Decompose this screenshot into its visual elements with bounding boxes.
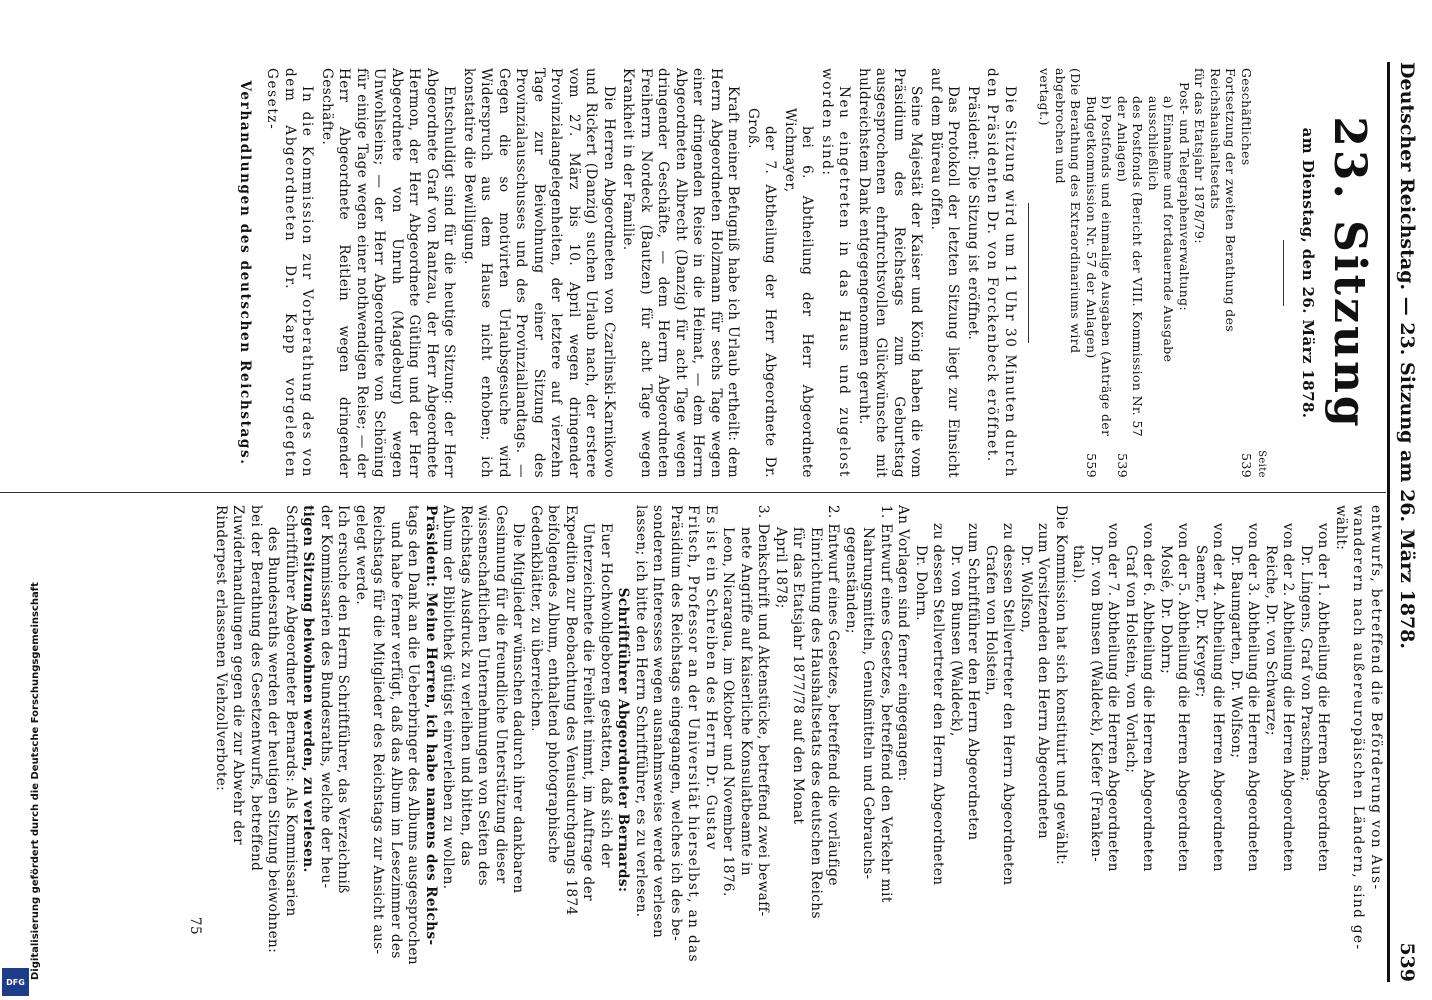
text-line: beifolgendes Album, enthaltend photographische [545, 505, 562, 864]
sheet-number: 75 [187, 916, 204, 935]
paragraph: bei 6. Abtheilung der Herr Abgeordnete Wichmayer, [782, 108, 816, 478]
paragraph: der 7. Abtheilung der Herr Abgeordnete Dr. Groß. [745, 108, 779, 478]
text-line: Zuwiderhandlungen gegen die zur Abwehr der [230, 505, 247, 845]
toc-entry-text: für das Etatsjahr 1878/79: [1192, 68, 1208, 244]
text-line: Dr. von Bunsen (Waldeck), [948, 545, 964, 737]
text-line: Gedenkblätter, zu überreichen. [528, 505, 544, 733]
text-line: Saemer, Dr. Kreyger; [1193, 545, 1209, 698]
table-of-contents [1037, 68, 1270, 478]
toc-entry-page [1053, 444, 1084, 478]
text-line: Album der Bibliothek gütigst einverleiben zu wollen. [440, 505, 457, 890]
toc-entry-page [1177, 444, 1193, 478]
text-line: entwurfs, betreffend die Beförderung von Aus- [1368, 505, 1384, 891]
toc-entry-page: 539 [1239, 453, 1254, 478]
session-title: 23. Sitzung [1324, 116, 1375, 430]
paragraph: Seine Majestät der Kaiser und König haben die vom Präsidium des Reichstags zum Geburtstag ausgesprochenen ehrfurchtsvollen Glückwünsche mit huldreichstem Dank entgegengenommen geruht. [856, 68, 925, 478]
toc-entry-page [1130, 444, 1146, 478]
toc-divider [1028, 203, 1029, 343]
paragraph: In die Kommission zur Vorberathung des von dem Abgeordneten Dr. Kapp vorgelegten Gesetz- [264, 68, 316, 478]
text-line: Dr. von Bunsen (Waldeck), Kiefer (Franken- [1088, 545, 1104, 863]
text-line: Reichstags für die Mitglieder des Reichstags zur Ansicht aus- [370, 505, 387, 955]
text-line: Einrichtung des Haushaltsetats des deutschen Reichs [808, 527, 824, 919]
text-line: An Vorlagen sind ferner eingegangen: [895, 505, 912, 782]
toc-entry [1084, 68, 1100, 478]
text-line: tigen Sitzung beiwohnen werden, zu verlesen. [300, 505, 317, 873]
dfg-logo: DFG [2, 968, 29, 996]
paragraph: Die Sitzung wird um 11 Uhr 30 Minuten durch den Präsidenten Dr. von Forckenbeck eröffnet. [984, 68, 1018, 478]
toc-entry-text: (Die Berathung des Extraordinariums wird abgebrochen und [1053, 68, 1084, 354]
toc-entry-page [1192, 444, 1208, 478]
text-line: 1. Entwurf eines Gesetzes, betreffend den Verkehr mit [878, 505, 894, 903]
text-line: Dr. Baumgarten, Dr. Wolfson; [1228, 545, 1244, 759]
text-line: Reichstags Ausdruck zu verleihen und bitten, das [458, 505, 474, 867]
text-line: von der 3. Abtheilung die Herren Abgeordneten [1245, 523, 1262, 872]
column-divider [0, 492, 1386, 493]
header-rule [1387, 62, 1390, 982]
toc-entry-text: Geschäftliches [1239, 68, 1254, 166]
page-number: 539 [1396, 942, 1418, 982]
footer-title: Verhandlungen des deutschen Reichstags. [237, 80, 253, 466]
text-line: von der 1. Abtheilung die Herren Abgeordneten [1315, 523, 1332, 872]
toc-entry-page: 559 [1084, 453, 1099, 478]
text-line: lassen; ich bitte den Herrn Schriftführer, es zu verlesen. [633, 505, 649, 918]
paragraph: Entschuldigt sind für die heutige Sitzung: der Herr Abgeordnete Graf von Rantzau, der Herr Abgeordnete Hermon, der Herr Abgeordnete Gütling und der Herr Abgeordnete von Unruh (Magdeburg) wegen Unwohlseins; — der Herr Abgeordnete von Schöning für einige Tage wegen einer nothwendigen Reise; — der Herr Abgeordnete Reitlein wegen dringender Geschäfte. [319, 68, 458, 478]
text-line: Nahrungsmitteln, Genußmitteln und Gebrauchs- [860, 527, 877, 880]
paragraph: Neu eingetreten in das Haus und zugelost worden sind: [819, 68, 853, 478]
toc-entry-page [1099, 444, 1115, 478]
toc-entry [1115, 68, 1131, 478]
text-line: 3. Denkschrift und Aktenstücke, betreffend zwei bewaff- [755, 505, 772, 917]
text-line: wanderern nach außereuropäischen Ländern, sind ge- [1350, 505, 1367, 951]
text-line: nete Angriffe auf kaiserliche Konsulatbeamte in [738, 527, 754, 876]
toc-entry-text: Post- und Telegraphenverwaltung: [1177, 82, 1192, 312]
text-line: Moslé, Dr. Dohrn; [1158, 545, 1174, 675]
session-date: am Dienstag, den 26. März 1878. [1299, 127, 1317, 419]
text-line: Die Mitglieder wünschen dadurch ihrer dankbaren [510, 523, 527, 894]
text-line: 2. Entwurf eines Gesetzes, betreffend die vorläufige [825, 505, 842, 886]
text-line: Dr. Lingens, Graf von Praschma; [1298, 545, 1314, 782]
toc-entry-text: Budgetkommission Nr. 57 der Anlagen) [1084, 96, 1099, 359]
text-line: zum Vorsitzenden den Herrn Abgeordneten [1035, 523, 1052, 840]
text-line: von der 6. Abtheilung die Herren Abgeordneten [1140, 523, 1157, 872]
text-line: Dr. Wolfson, [1018, 545, 1034, 634]
text-line: April 1878; [773, 527, 789, 609]
toc-entry-text: vertagt.) [1037, 68, 1053, 126]
text-line: zum Schriftführer den Herrn Abgeordneten [965, 523, 982, 841]
text-line: sonderen Interesses wegen ausnahmsweise werde verlesen [650, 505, 667, 939]
toc-entry [1099, 68, 1115, 478]
text-line: von der 4. Abtheilung die Herren Abgeordneten [1210, 523, 1227, 872]
toc-entry-page [1208, 444, 1239, 478]
paragraph: Präsident: Die Sitzung ist eröffnet. [965, 86, 981, 341]
digitisation-credit: Digitalisierung gefördert durch die Deutsche Forschungsgemeinschaft [30, 582, 41, 980]
text-line: Reiche, Dr. von Schwarze; [1263, 545, 1279, 736]
running-header-title: Deutscher Reichstag. — 23. Sitzung am 26. März 1878. [1396, 62, 1418, 649]
running-header [1384, 62, 1424, 1000]
text-line: gelegt werde. [353, 505, 369, 606]
toc-entry [1053, 68, 1084, 478]
toc-entry-text: der Anlagen) [1115, 96, 1130, 183]
text-line: von der 7. Abtheilung die Herren Abgeordneten [1105, 523, 1122, 872]
text-line: Die Kommission hat sich konstituirt und gewählt: [1053, 505, 1069, 866]
text-line: Fritsch, Professor an der Universität hierselbst, an das [685, 505, 702, 963]
text-line: Ich ersuche den Herrn Schriftführer, das Verzeichniß [335, 505, 352, 894]
paragraph: Kraft meiner Befugniß habe ich Urlaub ertheilt: dem Herrn Abgeordneten Holzmann für sechs Tage wegen einer dringenden Reise in die Heimat, — dem Herrn Abgeordneten Albrecht (Danzig) für acht Tage wegen dringender Geschäfte, — dem Herrn Abgeordneten Freiherrn Nordeck (Bautzen) für acht Tage wegen Krankheit in der Familie. [620, 68, 742, 478]
text-line: Dr. Dohrn. [913, 545, 929, 621]
toc-entry [1177, 68, 1193, 478]
paragraph: Das Protokoll der letzten Sitzung liegt zur Einsicht auf dem Büreau offen. [928, 68, 962, 478]
text-line: gegenständen; [843, 527, 859, 634]
toc-page-heading: Seite [1256, 450, 1268, 478]
text-line: Graf von Holstein, von Vorlach; [1123, 545, 1139, 774]
toc-entry-text: Fortsetzung der zweiten Berathung des Reichshaushaltsetats [1208, 68, 1239, 333]
toc-entry [1208, 68, 1239, 478]
text-line: Gesinnung für die freundliche Unterstützung dieser [493, 505, 509, 884]
text-line: des Bundesraths werden der heutigen Sitzung beiwohnen: [265, 526, 282, 954]
toc-entry [1146, 68, 1177, 478]
text-line: Schriftführer Abgeordneter Bernards: Als Kommissarien [283, 505, 299, 917]
text-line: Es ist ein Schreiben des Herrn Dr. Gustav [703, 505, 719, 851]
paragraph: Die Herren Abgeordneten von Czarlinski-Karnikowo und Rickert (Danzig) suchen Urlaub nach, der erstere vom 27. März bis 10. April wegen dringender Provinzialangelegenheiten, der letztere auf vierzehn Tage zur Beiwohnung einer Sitzung des Provinzialausschusses und des Provinziallandtags. — Gegen die so motivirten Urlaubsgesuche wird Widerspruch aus dem Hause nicht erhoben; ich konstatire die Bewilligung. [461, 68, 617, 478]
text-line: wissenschaftlichen Unternehmungen von Seiten des [475, 505, 492, 887]
text-line: Euer Hochwohlgeboren gestatten, daß sich der [598, 523, 614, 868]
column-left [236, 68, 1385, 478]
text-line: Schriftführer Abgeordneter Bernards: [615, 587, 632, 893]
text-line: zu dessen Stellvertreter den Herrn Abgeordneten [1000, 523, 1017, 886]
text-line: Leon, Nicaragua, im Oktober und November 1876. [720, 527, 737, 897]
toc-entry-text: des Postfonds (Bericht der VIII. Kommission Nr. 57 [1130, 96, 1146, 438]
text-line: von der 2. Abtheilung die Herren Abgeordneten [1280, 523, 1297, 872]
toc-entry [1192, 68, 1208, 478]
text-line: Grafen von Holstein, [983, 545, 999, 696]
text-line: thal). [1070, 545, 1087, 584]
toc-entry-page: 539 [1115, 453, 1130, 478]
text-line: von der 5. Abtheilung die Herren Abgeordneten [1175, 523, 1192, 872]
toc-entry [1239, 68, 1255, 478]
text-line: Expedition zur Beobachtung des Venusdurchgangs 1874 [563, 505, 579, 916]
text-line: Unterzeichnete die Freiheit nimmt, im Auftrage der [580, 523, 597, 901]
text-line: zu dessen Stellvertreter den Herrn Abgeordneten [930, 523, 947, 886]
text-line: tags den Dank an die Ueberbringer des Albums ausgesprochen [405, 505, 422, 966]
text-line: und habe ferner verfügt, daß das Album im Lesezimmer des [388, 521, 404, 959]
text-line: wählt: [1333, 505, 1349, 551]
text-line: Präsidium des Reichstags eingegangen, welches ich des be- [668, 505, 684, 942]
text-line: Rinderpest erlassenen Viehzollverbote: [213, 505, 229, 792]
text-line: bei der Berathung des Gesetzentwurfs, betreffend [248, 505, 264, 872]
toc-entry-page [1146, 444, 1177, 478]
toc-entry-text: b) Postfonds und einmalige Ausgaben (Anträge der [1099, 96, 1115, 437]
column-right [186, 505, 1384, 975]
text-line: für das Etatsjahr 1877/78 auf den Monat [790, 527, 807, 825]
toc-entry [1037, 68, 1053, 478]
title-rule [1284, 240, 1285, 306]
toc-entry-text: a) Einnahme und fortdauernde Ausgabe ausschließlich [1146, 96, 1177, 363]
toc-entry [1130, 68, 1146, 478]
text-line: Präsident: Meine Herren, ich habe namens des Reichs- [423, 505, 439, 946]
toc-entry-page [1037, 444, 1053, 478]
text-line: der Kommissarien des Bundesraths, welche der heu- [318, 505, 334, 889]
